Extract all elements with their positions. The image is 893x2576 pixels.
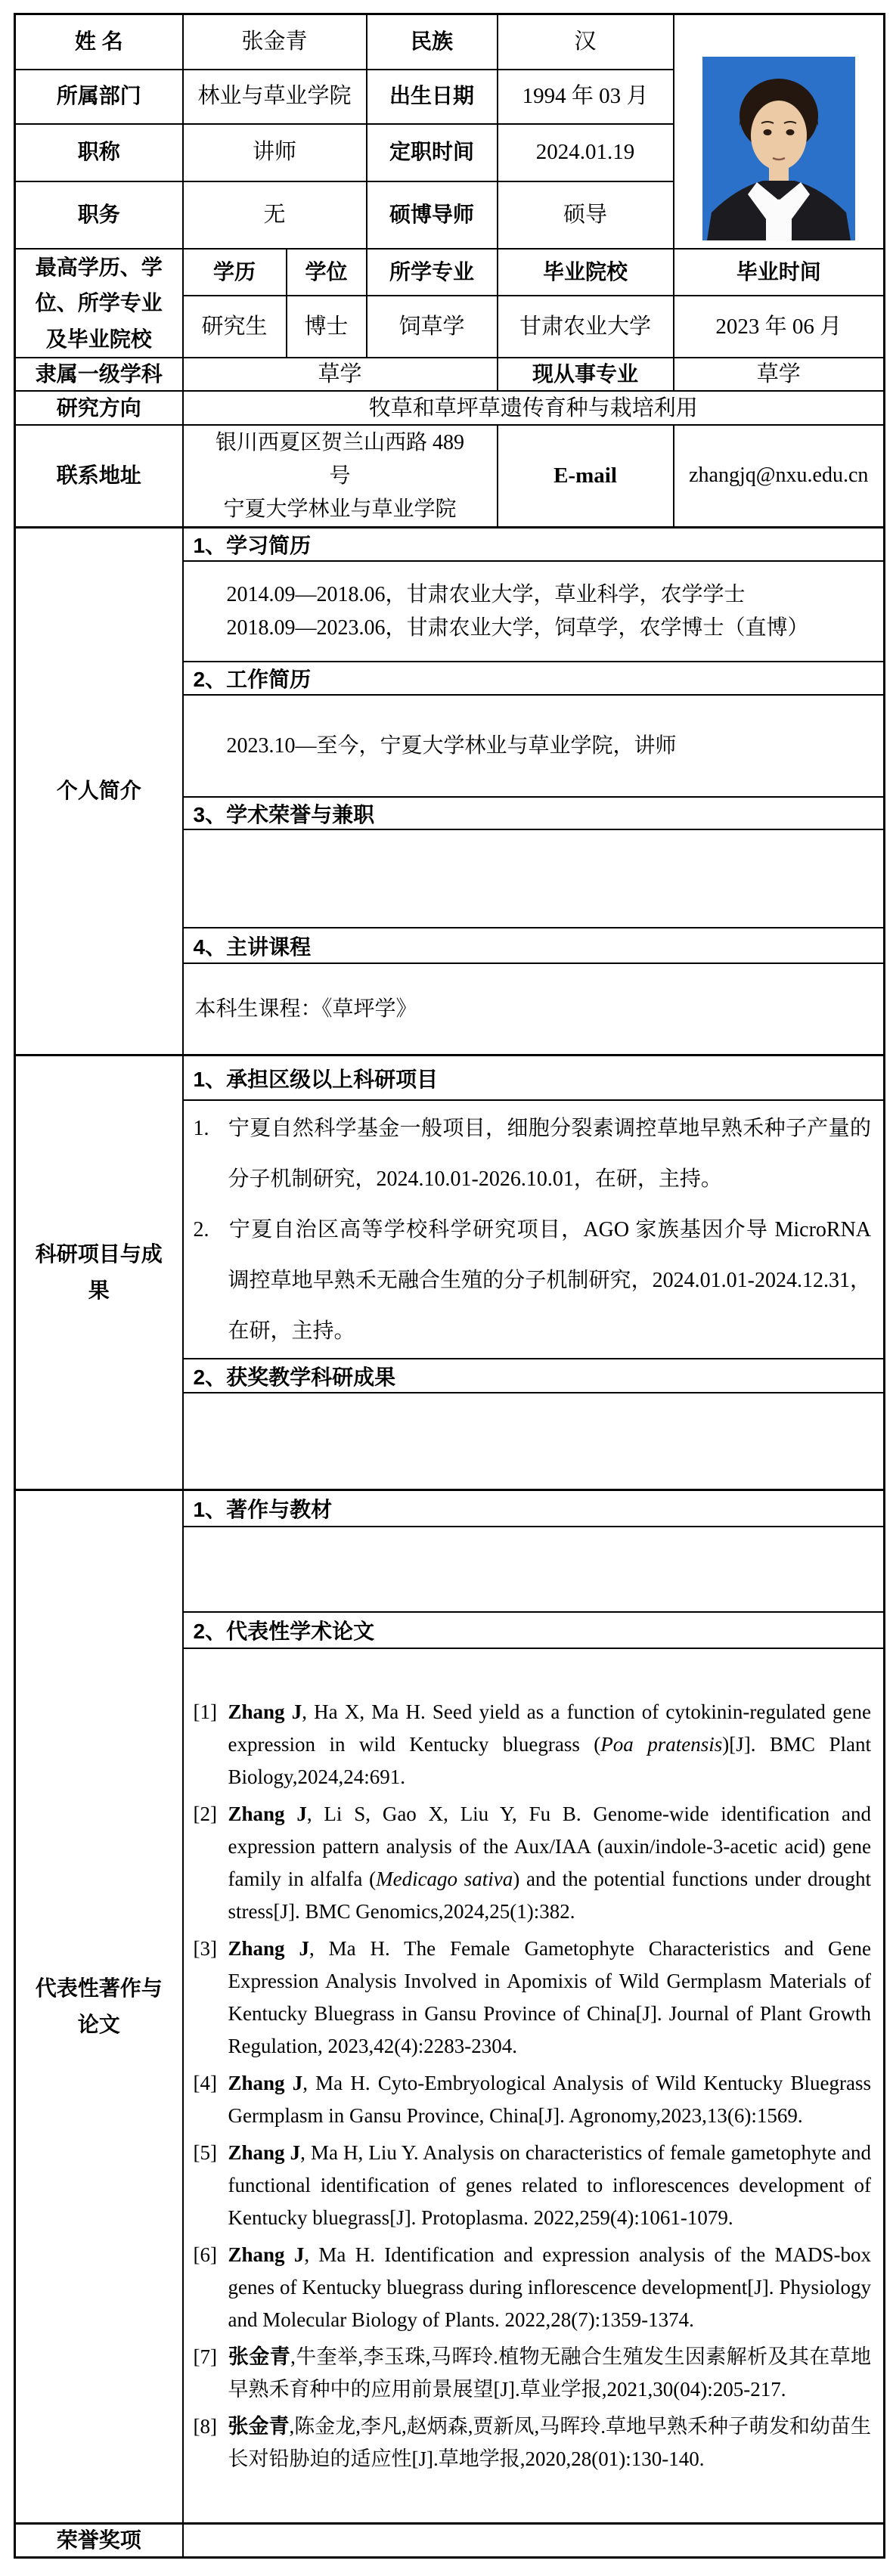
list-item: [4]Zhang J, Ma H. Cyto-Embryological Analysis of Wild Kentucky Bluegrass Germplasm in Gansu Province, China[J]. Agronomy,2023,13(6):1569.: [194, 2067, 872, 2132]
graduation-time-header: 毕业时间: [674, 249, 885, 296]
education-label: 最高学历、学位、所学专业及毕业院校: [15, 249, 183, 358]
list-item: [2]Zhang J, Li S, Gao X, Liu Y, Fu B. Genome-wide identification and expression pattern analysis of the Aux/IAA (auxin/indole-3-acetic acid) gene family in alfalfa (Medicago sativa) and the potential functions under drought stress[J]. BMC Genomics,2024,25(1):382.: [194, 1798, 872, 1928]
department-value: 林业与草业学院: [183, 70, 367, 124]
item-number: [4]: [193, 2072, 217, 2095]
current-specialty-label: 现从事专业: [498, 358, 674, 391]
degree-level-header: 学历: [183, 249, 287, 296]
research-label: 科研项目与成果: [15, 1055, 183, 1489]
honors-content: [183, 2523, 885, 2557]
row-profile-study-header: [15, 527, 885, 561]
row-books-header: [15, 1489, 885, 1527]
row-contact: [15, 425, 885, 527]
birth-value: 1994 年 03 月: [498, 70, 674, 124]
item-number: 1.: [193, 1116, 209, 1140]
title-value: 讲师: [183, 124, 367, 181]
honors-label: 荣誉奖项: [15, 2523, 183, 2557]
school-header: 毕业院校: [498, 249, 674, 296]
birth-label: 出生日期: [367, 70, 498, 124]
profile-label: 个人简介: [15, 527, 183, 1055]
academic-honors-content: [183, 829, 885, 928]
papers-header: 2、代表性学术论文: [183, 1612, 885, 1648]
row-projects-header: [15, 1055, 885, 1100]
publications-label: 代表性著作与论文: [15, 1489, 183, 2523]
ethnic-value: 汉: [498, 14, 674, 70]
work-history-content: [183, 695, 885, 797]
courses-header: 4、主讲课程: [183, 928, 885, 963]
item-number: [2]: [193, 1803, 217, 1826]
degree-level-value: 研究生: [183, 296, 287, 358]
list-item: [3]Zhang J, Ma H. The Female Gametophyte Characteristics and Gene Expression Analysis Involved in Apomixis of Wild Germplasm Materials of Kentucky Bluegrass in Gansu Province of China[J]. Journal of Plant Growth Regulation, 2023,42(4):2283-2304.: [194, 1933, 872, 2063]
graduation-time-value: 2023 年 06 月: [674, 296, 885, 358]
right-eye: [786, 129, 794, 135]
contact-label: 联系地址: [15, 425, 183, 527]
department-label: 所属部门: [15, 70, 183, 124]
school-value: 甘肃农业大学: [498, 296, 674, 358]
item-number: [3]: [193, 1937, 217, 1961]
text-line: 2018.09—2023.06，甘肃农业大学，饲草学，农学博士（直博）: [226, 615, 809, 640]
supervisor-value: 硕导: [498, 181, 674, 249]
study-history-content: [183, 561, 885, 662]
work-history-header: 2、工作简历: [183, 662, 885, 695]
books-header: 1、著作与教材: [183, 1489, 885, 1527]
appointment-value: 2024.01.19: [498, 124, 674, 181]
supervisor-label: 硕博导师: [367, 181, 498, 249]
id-photo: [702, 57, 855, 240]
list-item: [7]张金青,牛奎举,李玉珠,马晖玲.植物无融合生殖发生因素解析及其在草地早熟禾育种中的应用前景展望[J].草业学报,2021,30(04):205-217.: [194, 2341, 872, 2406]
courses-content: [183, 963, 885, 1055]
academic-honors-header: 3、学术荣誉与兼职: [183, 797, 885, 829]
name-label: 姓 名: [15, 14, 183, 70]
projects-content: [183, 1100, 885, 1359]
photo-cell: [674, 14, 885, 249]
list-item: [6]Zhang J, Ma H. Identification and expression analysis of the MADS-box genes of Kentucky bluegrass during inflorescence development[J]. Physiology and Molecular Biology of Plants. 2022,28(7):1359-1374.: [194, 2239, 872, 2336]
research-direction-value: 牧草和草坪草遗传育种与栽培利用: [183, 391, 885, 425]
papers-content: [183, 1648, 885, 2523]
study-history-header: 1、学习简历: [183, 527, 885, 561]
major-value: 饲草学: [367, 296, 498, 358]
duty-value: 无: [183, 181, 367, 249]
item-number: [6]: [193, 2243, 217, 2267]
discipline-value: 草学: [183, 358, 498, 391]
name-value: 张金青: [183, 14, 367, 70]
degree-value: 博士: [287, 296, 367, 358]
projects-header: 1、承担区级以上科研项目: [183, 1055, 885, 1100]
row-education-headers: [15, 249, 885, 296]
faculty-profile-table: [14, 13, 885, 2559]
row-name: [15, 14, 885, 70]
list-item: [5]Zhang J, Ma H, Liu Y. Analysis on characteristics of female gametophyte and functional identification of genes related to inflorescences development of Kentucky bluegrass[J]. Protoplasma. 2022,259(4):1061-1079.: [194, 2137, 872, 2234]
left-eye: [763, 129, 771, 135]
appointment-label: 定职时间: [367, 124, 498, 181]
contact-address: [183, 425, 498, 527]
row-honors: [15, 2523, 885, 2557]
row-research-direction: [15, 391, 885, 425]
text-line: 本科生课程：《草坪学》: [194, 997, 417, 1021]
awards-header: 2、获奖教学科研成果: [183, 1359, 885, 1393]
email-label: E-mail: [498, 425, 674, 527]
address-line-2: 宁夏大学林业与草业学院: [223, 497, 457, 521]
text-line: 2014.09—2018.06，甘肃农业大学，草业科学，农学学士: [226, 582, 746, 606]
major-header: 所学专业: [367, 249, 498, 296]
item-number: [7]: [193, 2345, 217, 2369]
duty-label: 职务: [15, 181, 183, 249]
title-label: 职称: [15, 124, 183, 181]
list-item: [1]Zhang J, Ha X, Ma H. Seed yield as a function of cytokinin-regulated gene expression in wild Kentucky bluegrass (Poa pratensis)[J]. BMC Plant Biology,2024,24:691.: [194, 1696, 872, 1793]
discipline-label: 隶属一级学科: [15, 358, 183, 391]
email-value: zhangjq@nxu.edu.cn: [674, 425, 885, 527]
text-line: 2023.10—至今，宁夏大学林业与草业学院，讲师: [226, 733, 677, 758]
item-number: [5]: [193, 2141, 217, 2165]
ethnic-label: 民族: [367, 14, 498, 70]
item-number: [8]: [193, 2415, 217, 2438]
item-number: 2.: [193, 1217, 209, 1242]
research-direction-label: 研究方向: [15, 391, 183, 425]
list-item: 1.宁夏自然科学基金一般项目，细胞分裂素调控草地早熟禾种子产量的分子机制研究，2024.10.01-2026.10.01，在研，主持。: [194, 1103, 872, 1204]
row-discipline: [15, 358, 885, 391]
item-number: [1]: [193, 1700, 217, 1724]
awards-content: [183, 1393, 885, 1489]
degree-header: 学位: [287, 249, 367, 296]
list-item: 2.宁夏自治区高等学校科学研究项目，AGO 家族基因介导 MicroRNA 调控草地早熟禾无融合生殖的分子机制研究，2024.01.01-2024.12.31，在研，主持。: [194, 1204, 872, 1356]
books-content: [183, 1527, 885, 1612]
current-specialty-value: 草学: [674, 358, 885, 391]
address-line-1: 银川西夏区贺兰山西路 489 号: [215, 430, 464, 488]
list-item: [8]张金青,陈金龙,李凡,赵炳森,贾新凤,马晖玲.草地早熟禾种子萌发和幼苗生长对铅胁迫的适应性[J].草地学报,2020,28(01):130-140.: [194, 2410, 872, 2475]
